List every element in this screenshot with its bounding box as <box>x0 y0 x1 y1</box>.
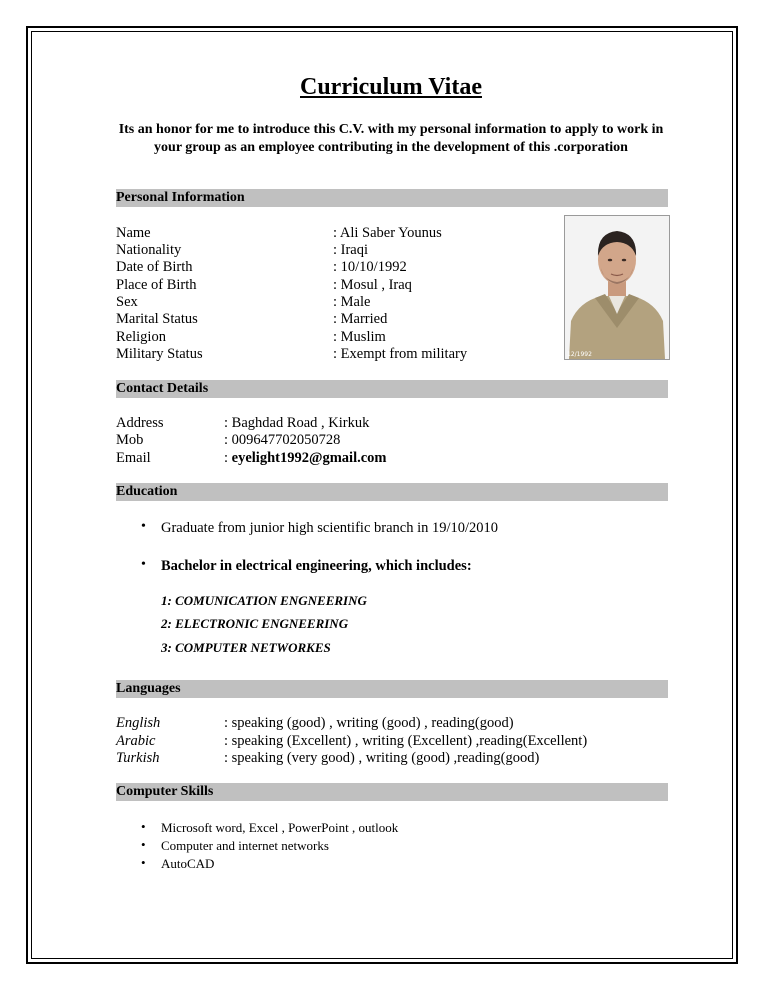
education-item: Graduate from junior high scientific branch in 19/10/2010 <box>161 520 499 536</box>
portrait-illustration <box>565 216 669 359</box>
language-name: Arabic <box>116 733 156 749</box>
contact-label: Address <box>116 415 164 431</box>
section-title: Personal Information <box>116 190 245 205</box>
personal-label: Marital Status <box>116 311 198 327</box>
personal-label: Military Status <box>116 346 203 362</box>
skill-item: Microsoft word, Excel , PowerPoint , outlook <box>161 820 399 835</box>
section-header-personal <box>116 189 668 207</box>
personal-value: : Iraqi <box>333 242 369 258</box>
personal-label: Nationality <box>116 242 182 258</box>
education-item: Bachelor in electrical engineering, which includes: <box>161 558 472 574</box>
intro-paragraph: Its an honor for me to introduce this C.V. with my personal information to apply to work in your group as an employee contributing in the development of this .corporation <box>118 122 664 155</box>
bullet-icon: • <box>141 519 146 534</box>
contact-value: : Baghdad Road , Kirkuk <box>224 415 370 431</box>
personal-value: : Muslim <box>333 329 386 345</box>
language-name: English <box>116 715 161 731</box>
skill-item: AutoCAD <box>161 856 215 871</box>
personal-value: : Ali Saber Younus <box>333 225 442 241</box>
personal-label: Place of Birth <box>116 277 197 293</box>
section-title: Education <box>116 484 178 499</box>
profile-photo <box>564 215 670 360</box>
section-header-contact <box>116 380 668 398</box>
section-header-computer-skills <box>116 783 668 801</box>
section-title: Contact Details <box>116 381 209 396</box>
email-link[interactable]: eyelight1992@gmail.com <box>231 450 387 466</box>
language-level: : speaking (Excellent) , writing (Excellent) ,reading(Excellent) <box>224 733 588 749</box>
contact-value: : 009647702050728 <box>224 432 341 448</box>
personal-value: : Mosul , Iraq <box>333 277 412 293</box>
skill-item: Computer and internet networks <box>161 838 329 853</box>
bullet-icon: • <box>141 557 146 572</box>
section-header-education <box>116 483 668 501</box>
personal-value: : Married <box>333 311 388 327</box>
photo-caption: 12/1992 <box>567 351 592 358</box>
education-subitem: 3: COMPUTER NETWORKES <box>161 640 331 655</box>
contact-label: Email <box>116 450 151 466</box>
section-title: Languages <box>116 681 181 696</box>
personal-value: : Exempt from military <box>333 346 468 362</box>
education-subitem: 2: ELECTRONIC ENGNEERING <box>161 616 349 631</box>
section-title: Computer Skills <box>116 784 214 799</box>
language-name: Turkish <box>116 750 160 766</box>
language-level: : speaking (good) , writing (good) , reading(good) <box>224 715 514 731</box>
personal-label: Religion <box>116 329 166 345</box>
contact-label: Mob <box>116 432 144 448</box>
bullet-icon: • <box>141 819 146 834</box>
personal-label: Sex <box>116 294 138 310</box>
personal-value: : Male <box>333 294 371 310</box>
language-level: : speaking (very good) , writing (good) ,reading(good) <box>224 750 540 766</box>
bullet-icon: • <box>141 855 146 870</box>
section-header-languages <box>116 680 668 698</box>
personal-value: : 10/10/1992 <box>333 259 407 275</box>
education-subitem: 1: COMUNICATION ENGNEERING <box>161 593 367 608</box>
personal-label: Name <box>116 225 151 241</box>
email-value[interactable] <box>224 450 387 467</box>
personal-label: Date of Birth <box>116 259 193 275</box>
document-title: Curriculum Vitae <box>300 74 482 100</box>
email-prefix: : <box>224 450 232 466</box>
bullet-icon: • <box>141 837 146 852</box>
